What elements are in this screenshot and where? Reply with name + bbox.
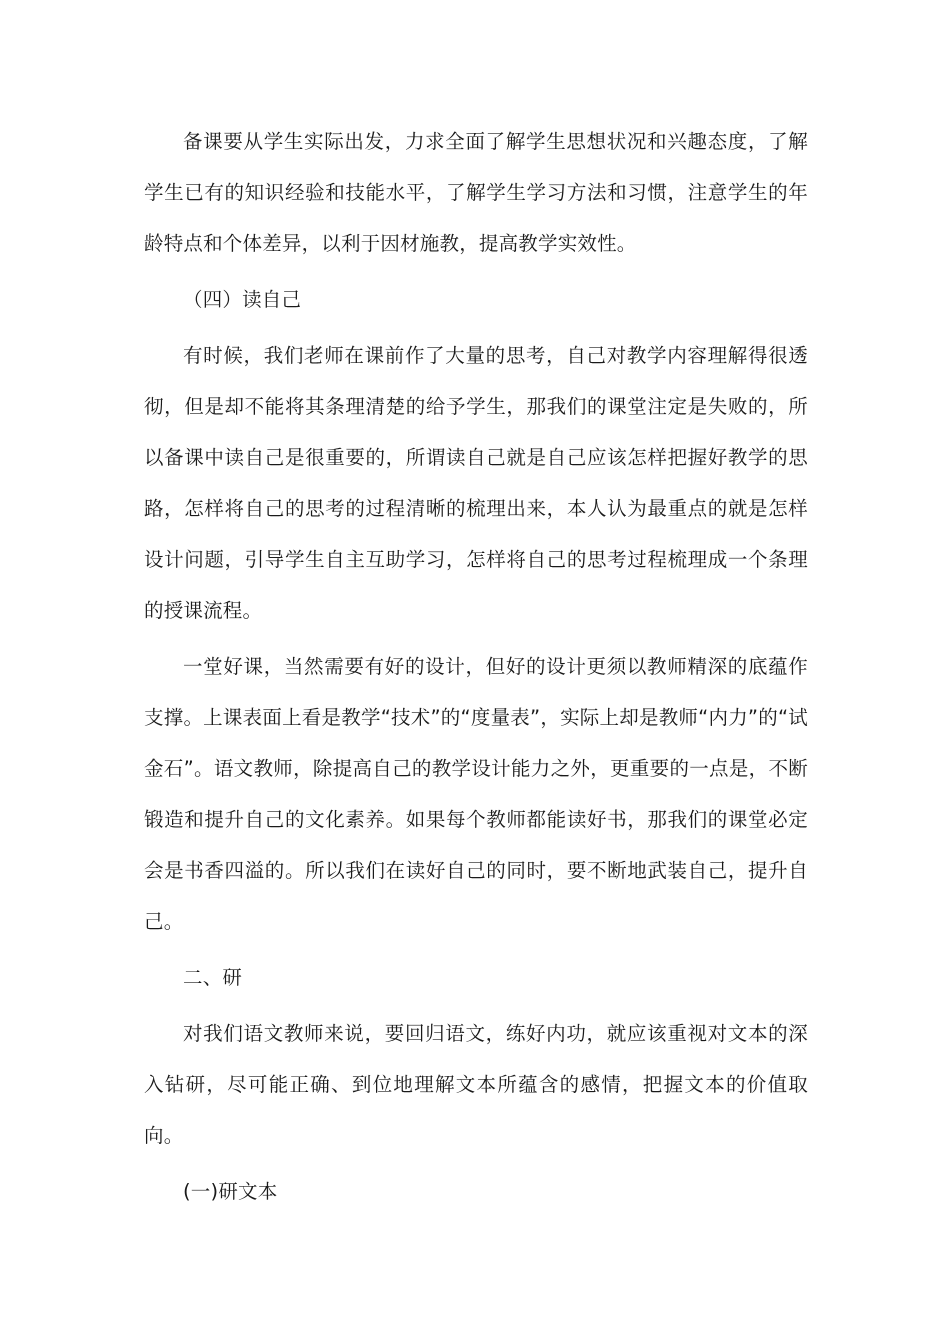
section-heading-research-text: (一)研文本 [183,1180,278,1203]
paragraph-read-self: 有时候，我们老师在课前作了大量的思考，自己对教学内容理解得很透彻，但是却不能将其条理清楚的给予学生，那我们的课堂注定是失败的，所以备课中读自己是很重要的，所谓读自己就是自己应该怎样把握好教学的思路，怎样将自己的思考的过程清晰的梳理出来，本人认为最重点的就是怎样设计问题，引导学生自主互助学习，怎样将自己的思考过程梳理成一个条理的授课流程。 [144,344,808,622]
document-body [144,116,808,1222]
paragraph-good-lesson: 一堂好课，当然需要有好的设计，但好的设计更须以教师精深的底蕴作支撑。上课表面上看是教学“技术”的“度量表”，实际上却是教师“内力”的“试金石”。语文教师，除提高自己的教学设计能力之外，更重要的一点是，不断锻造和提升自己的文化素养。如果每个教师都能读好书，那我们的课堂必定会是书香四溢的。所以我们在读好自己的同时，要不断地武装自己，提升自己。 [144,655,808,933]
section-heading-read-self: （四）读自己 [183,288,302,311]
paragraph-lesson-prep: 备课要从学生实际出发，力求全面了解学生思想状况和兴趣态度，了解学生已有的知识经验和技能水平，了解学生学习方法和习惯，注意学生的年龄特点和个体差异，以利于因材施教，提高教学实效性。 [144,130,808,255]
paragraph-research: 对我们语文教师来说，要回归语文，练好内功，就应该重视对文本的深入钻研，尽可能正确、到位地理解文本所蕴含的感情，把握文本的价值取向。 [144,1022,808,1147]
section-heading-research: 二、研 [183,966,243,989]
